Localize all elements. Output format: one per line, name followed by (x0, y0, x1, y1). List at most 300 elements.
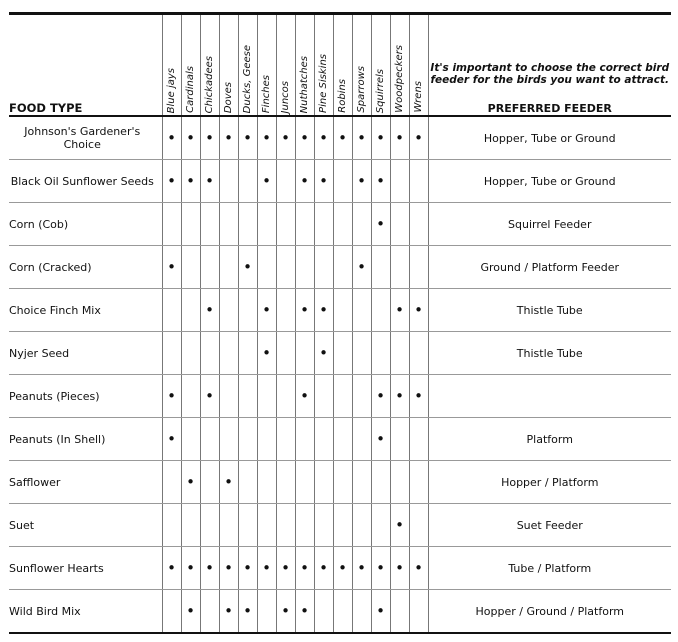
food-type-cell: Wild Bird Mix (9, 590, 162, 634)
dot-mark: • (376, 214, 385, 233)
preferred-feeder-cell: Platform (428, 418, 671, 461)
bird-mark-cell (238, 203, 257, 246)
bird-mark-cell (181, 461, 200, 504)
bird-mark-cell (162, 116, 181, 160)
bird-mark-cell (162, 418, 181, 461)
bird-mark-cell (276, 547, 295, 590)
preferred-feeder-cell: Ground / Platform Feeder (428, 246, 671, 289)
preferred-feeder-cell: Thistle Tube (428, 332, 671, 375)
bird-mark-cell (200, 375, 219, 418)
dot-mark: • (300, 601, 309, 620)
bird-name: Blue jays (165, 67, 177, 113)
bird-mark-cell (200, 590, 219, 634)
bird-mark-cell (390, 504, 409, 547)
bird-column-header (295, 14, 314, 117)
bird-mark-cell (371, 160, 390, 203)
dot-mark: • (414, 558, 423, 577)
bird-mark-cell (333, 289, 352, 332)
bird-mark-cell (238, 375, 257, 418)
bird-mark-cell (314, 504, 333, 547)
bird-mark-cell (162, 590, 181, 634)
bird-name: Squirrels (374, 68, 386, 113)
bird-mark-cell (219, 246, 238, 289)
bird-mark-cell (409, 116, 428, 160)
bird-mark-cell (333, 116, 352, 160)
bird-mark-cell (200, 116, 219, 160)
bird-column-header (352, 14, 371, 117)
bird-column-header (390, 14, 409, 117)
bird-mark-cell (352, 332, 371, 375)
bird-mark-cell (257, 289, 276, 332)
bird-mark-cell (390, 375, 409, 418)
dot-mark: • (300, 300, 309, 319)
food-type-cell: Corn (Cracked) (9, 246, 162, 289)
bird-mark-cell (352, 116, 371, 160)
bird-column-header (200, 14, 219, 117)
bird-mark-cell (371, 590, 390, 634)
dot-mark: • (376, 171, 385, 190)
dot-mark: • (262, 300, 271, 319)
food-type-cell: Johnson's Gardener's Choice (9, 116, 162, 160)
bird-name: Chickadees (203, 55, 215, 113)
bird-mark-cell (181, 332, 200, 375)
table-row (9, 332, 671, 375)
bird-mark-cell (390, 590, 409, 634)
preferred-feeder-cell: Suet Feeder (428, 504, 671, 547)
bird-mark-cell (333, 590, 352, 634)
bird-mark-cell (352, 590, 371, 634)
food-type-header: FOOD TYPE (9, 14, 162, 117)
feeder-note: It's important to choose the correct bird feeder for the birds you want to attract. (430, 62, 670, 86)
preferred-feeder-cell: Hopper, Tube or Ground (428, 116, 671, 160)
table-row (9, 418, 671, 461)
dot-mark: • (205, 300, 214, 319)
bird-mark-cell (162, 289, 181, 332)
bird-mark-cell (238, 418, 257, 461)
bird-mark-cell (219, 461, 238, 504)
bird-mark-cell (295, 246, 314, 289)
bird-mark-cell (257, 332, 276, 375)
dot-mark: • (186, 558, 195, 577)
preferred-feeder-cell: Squirrel Feeder (428, 203, 671, 246)
bird-mark-cell (371, 332, 390, 375)
bird-mark-cell (333, 418, 352, 461)
preferred-feeder-cell: Hopper / Platform (428, 461, 671, 504)
bird-name: Nuthatches (298, 55, 310, 113)
table-row (9, 203, 671, 246)
food-type-cell: Safflower (9, 461, 162, 504)
bird-mark-cell (162, 547, 181, 590)
bird-column-header (276, 14, 295, 117)
bird-mark-cell (238, 289, 257, 332)
table-row (9, 504, 671, 547)
bird-mark-cell (333, 246, 352, 289)
bird-mark-cell (409, 547, 428, 590)
bird-mark-cell (219, 116, 238, 160)
bird-mark-cell (371, 375, 390, 418)
bird-mark-cell (181, 160, 200, 203)
dot-mark: • (186, 601, 195, 620)
bird-name: Ducks, Geese (241, 44, 253, 113)
bird-name: Finches (260, 74, 272, 113)
bird-mark-cell (162, 203, 181, 246)
dot-mark: • (300, 386, 309, 405)
bird-mark-cell (200, 547, 219, 590)
table-row (9, 547, 671, 590)
bird-mark-cell (295, 203, 314, 246)
bird-mark-cell (257, 590, 276, 634)
bird-mark-cell (390, 461, 409, 504)
bird-mark-cell (333, 504, 352, 547)
bird-mark-cell (162, 461, 181, 504)
dot-mark: • (300, 558, 309, 577)
bird-mark-cell (295, 461, 314, 504)
dot-mark: • (319, 171, 328, 190)
bird-mark-cell (257, 375, 276, 418)
bird-mark-cell (219, 332, 238, 375)
bird-mark-cell (238, 116, 257, 160)
bird-mark-cell (333, 375, 352, 418)
dot-mark: • (300, 171, 309, 190)
bird-mark-cell (390, 547, 409, 590)
dot-mark: • (281, 128, 290, 147)
bird-mark-cell (181, 116, 200, 160)
bird-column-header (333, 14, 352, 117)
dot-mark: • (357, 128, 366, 147)
bird-mark-cell (162, 160, 181, 203)
bird-mark-cell (181, 547, 200, 590)
bird-column-header (314, 14, 333, 117)
bird-mark-cell (314, 375, 333, 418)
dot-mark: • (319, 558, 328, 577)
bird-mark-cell (295, 375, 314, 418)
bird-mark-cell (219, 203, 238, 246)
dot-mark: • (167, 171, 176, 190)
bird-name: Robins (336, 79, 348, 113)
preferred-feeder-header: PREFERRED FEEDER (487, 102, 612, 115)
bird-mark-cell (371, 203, 390, 246)
table-row (9, 590, 671, 634)
bird-mark-cell (409, 504, 428, 547)
bird-mark-cell (352, 418, 371, 461)
bird-mark-cell (276, 116, 295, 160)
bird-mark-cell (333, 203, 352, 246)
dot-mark: • (414, 128, 423, 147)
bird-mark-cell (200, 203, 219, 246)
bird-mark-cell (200, 332, 219, 375)
dot-mark: • (414, 300, 423, 319)
bird-mark-cell (276, 504, 295, 547)
dot-mark: • (376, 558, 385, 577)
dot-mark: • (357, 558, 366, 577)
bird-column-header (219, 14, 238, 117)
dot-mark: • (357, 171, 366, 190)
table-row (9, 116, 671, 160)
dot-mark: • (376, 128, 385, 147)
bird-mark-cell (257, 246, 276, 289)
bird-mark-cell (162, 246, 181, 289)
bird-mark-cell (181, 418, 200, 461)
bird-mark-cell (276, 289, 295, 332)
bird-column-header (181, 14, 200, 117)
food-type-cell: Peanuts (In Shell) (9, 418, 162, 461)
bird-mark-cell (257, 203, 276, 246)
bird-mark-cell (371, 461, 390, 504)
dot-mark: • (186, 128, 195, 147)
dot-mark: • (186, 171, 195, 190)
chart-body (9, 116, 671, 633)
bird-mark-cell (181, 375, 200, 418)
dot-mark: • (376, 601, 385, 620)
bird-mark-cell (257, 504, 276, 547)
bird-mark-cell (162, 332, 181, 375)
food-type-cell: Peanuts (Pieces) (9, 375, 162, 418)
dot-mark: • (281, 558, 290, 577)
dot-mark: • (300, 128, 309, 147)
bird-mark-cell (352, 375, 371, 418)
bird-mark-cell (371, 116, 390, 160)
dot-mark: • (414, 386, 423, 405)
dot-mark: • (205, 386, 214, 405)
bird-mark-cell (181, 289, 200, 332)
bird-mark-cell (200, 504, 219, 547)
bird-mark-cell (314, 116, 333, 160)
bird-mark-cell (409, 332, 428, 375)
bird-mark-cell (409, 375, 428, 418)
bird-mark-cell (295, 289, 314, 332)
dot-mark: • (376, 429, 385, 448)
bird-mark-cell (371, 504, 390, 547)
dot-mark: • (205, 128, 214, 147)
bird-mark-cell (219, 590, 238, 634)
dot-mark: • (395, 128, 404, 147)
bird-mark-cell (390, 332, 409, 375)
bird-mark-cell (257, 160, 276, 203)
dot-mark: • (224, 472, 233, 491)
bird-mark-cell (314, 332, 333, 375)
dot-mark: • (281, 601, 290, 620)
bird-mark-cell (352, 246, 371, 289)
dot-mark: • (205, 171, 214, 190)
dot-mark: • (395, 558, 404, 577)
bird-mark-cell (200, 418, 219, 461)
bird-mark-cell (219, 418, 238, 461)
bird-mark-cell (238, 461, 257, 504)
table-row (9, 160, 671, 203)
bird-name: Cardinals (184, 66, 196, 113)
table-row (9, 375, 671, 418)
dot-mark: • (243, 128, 252, 147)
bird-mark-cell (371, 289, 390, 332)
bird-mark-cell (371, 547, 390, 590)
dot-mark: • (262, 343, 271, 362)
dot-mark: • (319, 343, 328, 362)
bird-mark-cell (276, 418, 295, 461)
dot-mark: • (262, 171, 271, 190)
food-type-cell: Corn (Cob) (9, 203, 162, 246)
food-type-cell: Choice Finch Mix (9, 289, 162, 332)
bird-mark-cell (200, 289, 219, 332)
bird-mark-cell (390, 116, 409, 160)
dot-mark: • (395, 300, 404, 319)
bird-mark-cell (276, 203, 295, 246)
bird-mark-cell (295, 590, 314, 634)
bird-mark-cell (181, 590, 200, 634)
bird-mark-cell (276, 375, 295, 418)
bird-name: Wrens (412, 81, 424, 113)
dot-mark: • (338, 128, 347, 147)
bird-mark-cell (409, 246, 428, 289)
bird-mark-cell (390, 418, 409, 461)
bird-mark-cell (219, 375, 238, 418)
bird-mark-cell (200, 160, 219, 203)
dot-mark: • (205, 558, 214, 577)
bird-mark-cell (219, 547, 238, 590)
dot-mark: • (224, 128, 233, 147)
bird-mark-cell (409, 160, 428, 203)
bird-mark-cell (352, 203, 371, 246)
dot-mark: • (319, 300, 328, 319)
bird-mark-cell (352, 289, 371, 332)
bird-mark-cell (295, 332, 314, 375)
bird-mark-cell (314, 590, 333, 634)
bird-mark-cell (314, 418, 333, 461)
bird-mark-cell (390, 160, 409, 203)
bird-name: Woodpeckers (393, 45, 405, 113)
bird-mark-cell (200, 461, 219, 504)
bird-mark-cell (238, 547, 257, 590)
dot-mark: • (243, 601, 252, 620)
bird-mark-cell (181, 203, 200, 246)
food-type-cell: Suet (9, 504, 162, 547)
bird-mark-cell (390, 203, 409, 246)
bird-mark-cell (409, 289, 428, 332)
bird-mark-cell (409, 203, 428, 246)
bird-mark-cell (181, 246, 200, 289)
dot-mark: • (376, 386, 385, 405)
bird-name: Doves (222, 81, 234, 113)
dot-mark: • (167, 257, 176, 276)
preferred-feeder-cell (428, 375, 671, 418)
bird-mark-cell (238, 160, 257, 203)
table-row (9, 246, 671, 289)
bird-mark-cell (352, 160, 371, 203)
bird-mark-cell (162, 375, 181, 418)
preferred-feeder-cell: Hopper / Ground / Platform (428, 590, 671, 634)
bird-mark-cell (238, 590, 257, 634)
header-row (9, 14, 671, 117)
bird-mark-cell (238, 332, 257, 375)
preferred-feeder-cell: Tube / Platform (428, 547, 671, 590)
dot-mark: • (357, 257, 366, 276)
bird-column-header (238, 14, 257, 117)
bird-mark-cell (333, 332, 352, 375)
bird-column-header (371, 14, 390, 117)
bird-mark-cell (333, 461, 352, 504)
preferred-feeder-cell: Thistle Tube (428, 289, 671, 332)
bird-mark-cell (295, 160, 314, 203)
table-row (9, 289, 671, 332)
food-type-cell: Sunflower Hearts (9, 547, 162, 590)
preferred-feeder-header-cell (428, 14, 671, 117)
bird-mark-cell (352, 504, 371, 547)
preferred-feeder-cell: Hopper, Tube or Ground (428, 160, 671, 203)
dot-mark: • (167, 558, 176, 577)
bird-mark-cell (219, 289, 238, 332)
food-type-cell: Nyjer Seed (9, 332, 162, 375)
bird-mark-cell (295, 418, 314, 461)
bird-mark-cell (257, 116, 276, 160)
bird-mark-cell (409, 418, 428, 461)
bird-mark-cell (295, 504, 314, 547)
bird-mark-cell (314, 160, 333, 203)
bird-name: Juncos (279, 80, 291, 113)
bird-mark-cell (238, 246, 257, 289)
bird-mark-cell (276, 246, 295, 289)
bird-mark-cell (219, 160, 238, 203)
bird-mark-cell (314, 289, 333, 332)
food-type-cell: Black Oil Sunflower Seeds (9, 160, 162, 203)
bird-column-header (162, 14, 181, 117)
bird-mark-cell (333, 547, 352, 590)
bird-column-header (257, 14, 276, 117)
bird-mark-cell (333, 160, 352, 203)
bird-mark-cell (257, 461, 276, 504)
bird-mark-cell (409, 461, 428, 504)
bird-mark-cell (162, 504, 181, 547)
bird-mark-cell (295, 547, 314, 590)
dot-mark: • (186, 472, 195, 491)
bird-mark-cell (314, 461, 333, 504)
bird-column-header (409, 14, 428, 117)
bird-mark-cell (314, 547, 333, 590)
dot-mark: • (167, 128, 176, 147)
bird-mark-cell (314, 246, 333, 289)
bird-mark-cell (352, 547, 371, 590)
bird-mark-cell (219, 504, 238, 547)
dot-mark: • (243, 558, 252, 577)
dot-mark: • (338, 558, 347, 577)
table-row (9, 461, 671, 504)
dot-mark: • (262, 558, 271, 577)
dot-mark: • (262, 128, 271, 147)
bird-mark-cell (257, 418, 276, 461)
bird-mark-cell (276, 461, 295, 504)
bird-mark-cell (181, 504, 200, 547)
bird-mark-cell (371, 246, 390, 289)
bird-mark-cell (409, 590, 428, 634)
dot-mark: • (395, 515, 404, 534)
dot-mark: • (167, 386, 176, 405)
bird-mark-cell (257, 547, 276, 590)
bird-mark-cell (276, 160, 295, 203)
dot-mark: • (167, 429, 176, 448)
bird-name: Sparrows (355, 66, 367, 113)
bird-food-chart (9, 12, 671, 634)
dot-mark: • (224, 601, 233, 620)
dot-mark: • (243, 257, 252, 276)
bird-mark-cell (295, 116, 314, 160)
bird-mark-cell (238, 504, 257, 547)
bird-mark-cell (390, 246, 409, 289)
bird-mark-cell (371, 418, 390, 461)
dot-mark: • (224, 558, 233, 577)
bird-mark-cell (390, 289, 409, 332)
bird-mark-cell (314, 203, 333, 246)
dot-mark: • (395, 386, 404, 405)
bird-name: Pine Siskins (317, 54, 329, 113)
bird-mark-cell (352, 461, 371, 504)
